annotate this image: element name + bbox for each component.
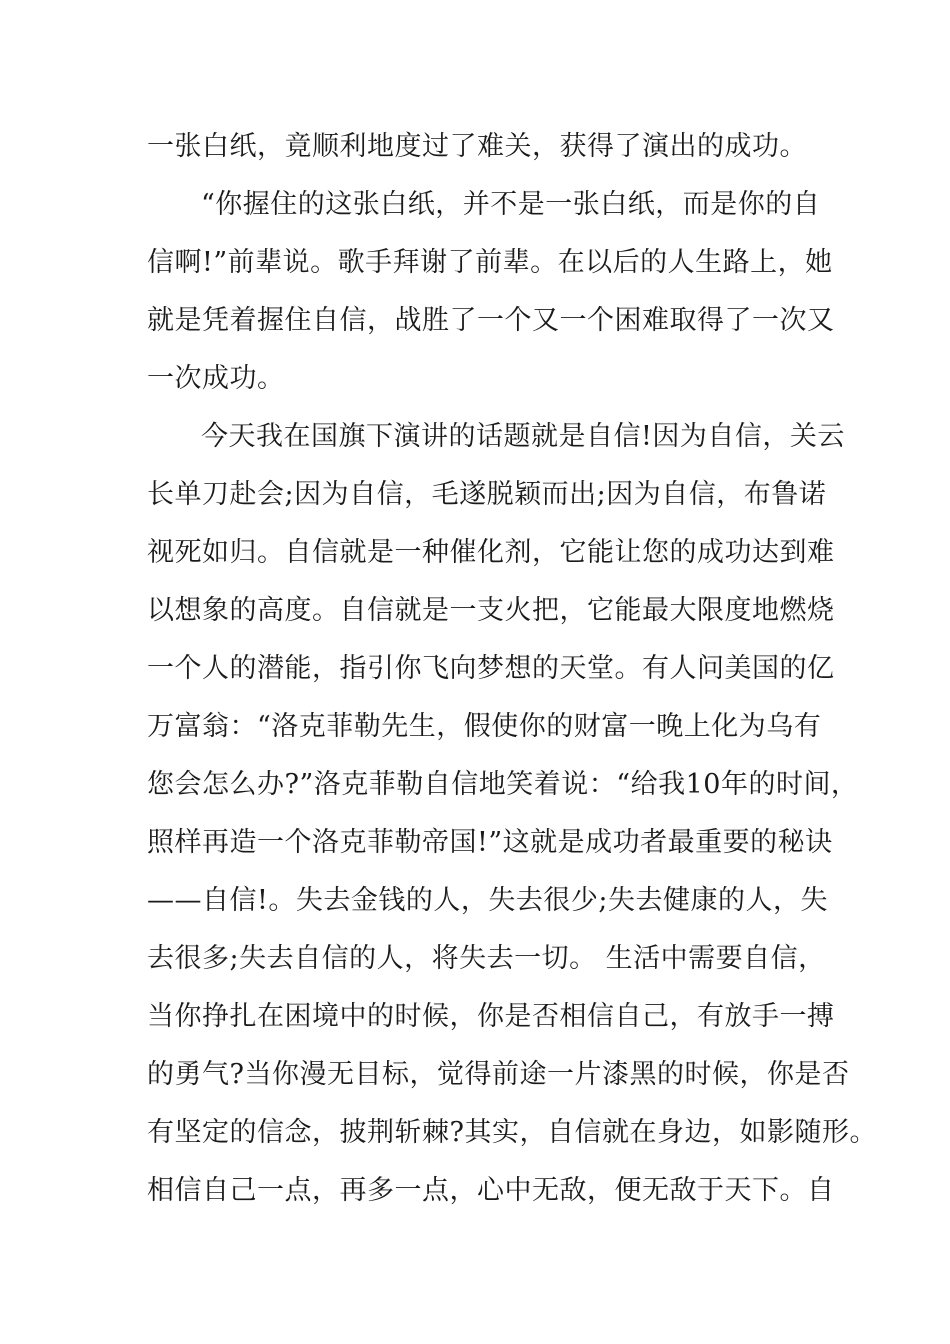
text-line: 一张白纸，竟顺利地度过了难关，获得了演出的成功。 xyxy=(147,131,807,162)
text-line: 相信自己一点，再多一点，心中无敌，便无敌于天下。自 xyxy=(147,1175,835,1206)
text-line: 的勇气?当你漫无目标，觉得前途一片漆黑的时候，你是否 xyxy=(147,1059,850,1090)
text-line: 当你挣扎在困境中的时候，你是否相信自己，有放手一搏 xyxy=(147,1001,835,1032)
text-line: 视死如归。自信就是一种催化剂，它能让您的成功达到难 xyxy=(147,537,835,568)
text-line: 一次成功。 xyxy=(147,363,285,394)
text-line: 长单刀赴会;因为自信，毛遂脱颖而出;因为自信，布鲁诺 xyxy=(147,479,827,510)
text-line: 信啊!”前辈说。歌手拜谢了前辈。在以后的人生路上，她 xyxy=(147,247,833,278)
text-line: 就是凭着握住自信，战胜了一个又一个困难取得了一次又 xyxy=(147,305,835,336)
text-line: 照样再造一个洛克菲勒帝国!”这就是成功者最重要的秘诀 xyxy=(147,827,833,858)
text-line: 以想象的高度。自信就是一支火把，它能最大限度地燃烧 xyxy=(147,595,835,626)
text-line: 一个人的潜能，指引你飞向梦想的天堂。有人问美国的亿 xyxy=(147,653,835,684)
text-line: 今天我在国旗下演讲的话题就是自信!因为自信，关云 xyxy=(201,421,845,452)
body-text xyxy=(147,118,877,1220)
text-line: 您会怎么办?”洛克菲勒自信地笑着说：“给我10年的时间， xyxy=(147,769,859,800)
text-line: “你握住的这张白纸，并不是一张白纸，而是你的自 xyxy=(201,189,821,220)
text-line: 有坚定的信念，披荆斩棘?其实，自信就在身边，如影随形。 xyxy=(147,1117,877,1148)
text-line: 去很多;失去自信的人，将失去一切。 生活中需要自信， xyxy=(147,943,826,974)
text-line: 万富翁：“洛克菲勒先生，假使你的财富一晚上化为乌有 xyxy=(147,711,822,742)
text-line: ——自信!。失去金钱的人，失去很少;失去健康的人，失 xyxy=(147,885,828,916)
